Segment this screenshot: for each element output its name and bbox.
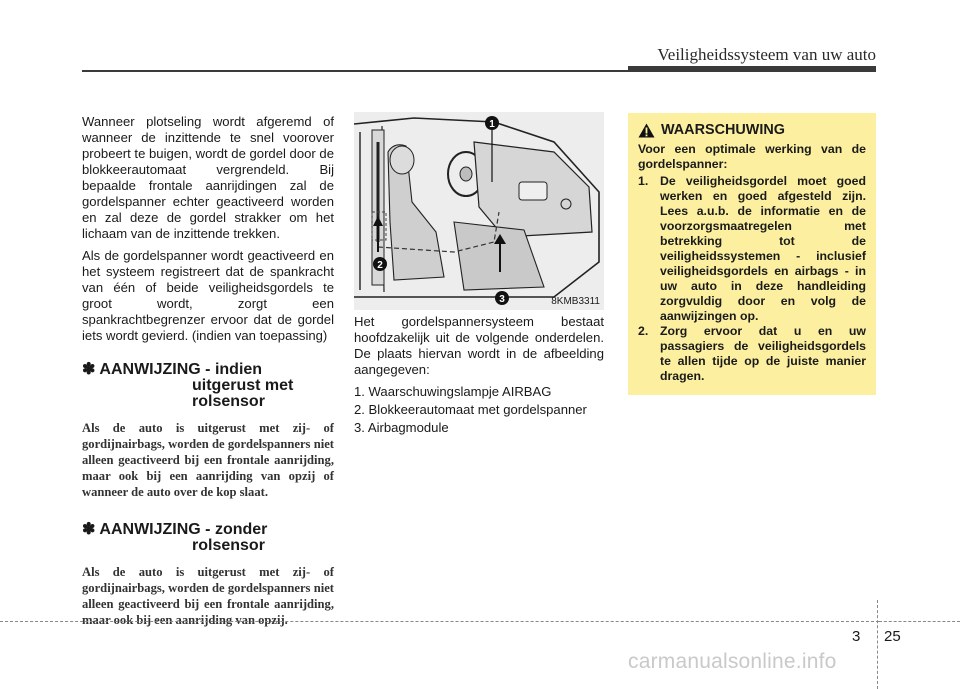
pretensioner-illustration [354, 112, 604, 310]
note-body-with-rollover-sensor: Als de auto is uitgerust met zij- of gordijnairbags, worden de gordelspanners niet alleen geactiveerd bij een frontale aanrijding, maar ook bij een aanrijding van opzij of wanneer de auto over de kop slaat. [82, 421, 334, 499]
list-item: 3. Airbagmodule [354, 420, 449, 435]
components-list [354, 384, 604, 436]
page-number: 25 [884, 628, 901, 645]
note-body-without-rollover-sensor: Als de auto is uitgerust met zij- of gordijnairbags, worden de gordelspanners niet alleen geactiveerd bij een frontale aanrijding, maar ook bij een aanrijding van opzij. [82, 565, 334, 627]
footer-rule-right [879, 621, 960, 622]
footer-rule [0, 621, 879, 622]
callout-3: 3 [499, 294, 505, 305]
footer-divider [877, 600, 878, 689]
running-header-title: Veiligheidssysteem van uw auto [657, 45, 876, 64]
car-interior-drawing [354, 112, 604, 310]
warning-item: 1. De veiligheidsgordel moet goed werken en goed afgesteld zijn. Lees a.u.b. de informatie en de voorzorgsmaatregelen met betrekking tot de veiligheidssystemen - inclusief veiligheidsgordels en airbags - in uw auto in deze handleiding zorgvuldig door en volg de aanwijzingen op. [638, 174, 866, 323]
left-column [82, 114, 334, 634]
warning-box [628, 113, 876, 395]
warning-triangle-icon [638, 123, 655, 138]
paragraph-intro: Wanneer plotseling wordt afgeremd of wanneer de inzittende te snel voorover probeert te buigen, wordt de gordel door de blokkeerautomaat vergrendeld. Bij bepaalde frontale aanrijdingen zal de gordelspanner echter geactiveerd worden en zal deze de gordel strakker om het lichaam van de inzittende trekken. [82, 114, 334, 241]
chapter-number: 3 [852, 628, 861, 645]
warning-title: WAARSCHUWING [661, 122, 785, 138]
note-star-icon: ✽ [82, 361, 96, 378]
figure-code: 8KMB3311 [551, 296, 600, 307]
middle-column-text [354, 314, 604, 438]
list-item: 2. Blokkeerautomaat met gordelspanner [354, 402, 587, 417]
list-item: 1. Waarschuwingslampje AIRBAG [354, 384, 552, 399]
warning-intro: Voor een optimale werking van de gordelspanner: [638, 142, 866, 171]
note-star-icon: ✽ [82, 521, 96, 538]
paragraph-force-limiter: Als de gordelspanner wordt geactiveerd en het systeem registreert dat de spankracht van één of beide veiligheidsgordels te groot wordt, zorgt een spankrachtbegrenzer ervoor dat de gordel iets wordt gevierd. (indien van toepassing) [82, 248, 334, 343]
callout-2: 2 [377, 260, 383, 271]
note-heading-with-rollover-sensor: ✽ AANWIJZING - indien uitgerust met rolsensor [82, 361, 294, 410]
warning-item: 2. Zorg ervoor dat u en uw passagiers de veiligheidsgordels te allen tijde op de juiste manier dragen. [638, 324, 866, 383]
note-heading-without-rollover-sensor: ✽ AANWIJZING - zonder rolsensor [82, 521, 268, 554]
warning-list [638, 174, 866, 384]
callout-1: 1 [489, 119, 495, 130]
header-rule-accent [628, 66, 876, 71]
warning-title-row [638, 123, 866, 138]
watermark: carmanualsonline.info [628, 650, 837, 673]
components-intro: Het gordelspannersysteem bestaat hoofdzakelijk uit de volgende onderdelen. De plaats hiervan wordt in de afbeelding aangegeven: [354, 314, 604, 377]
